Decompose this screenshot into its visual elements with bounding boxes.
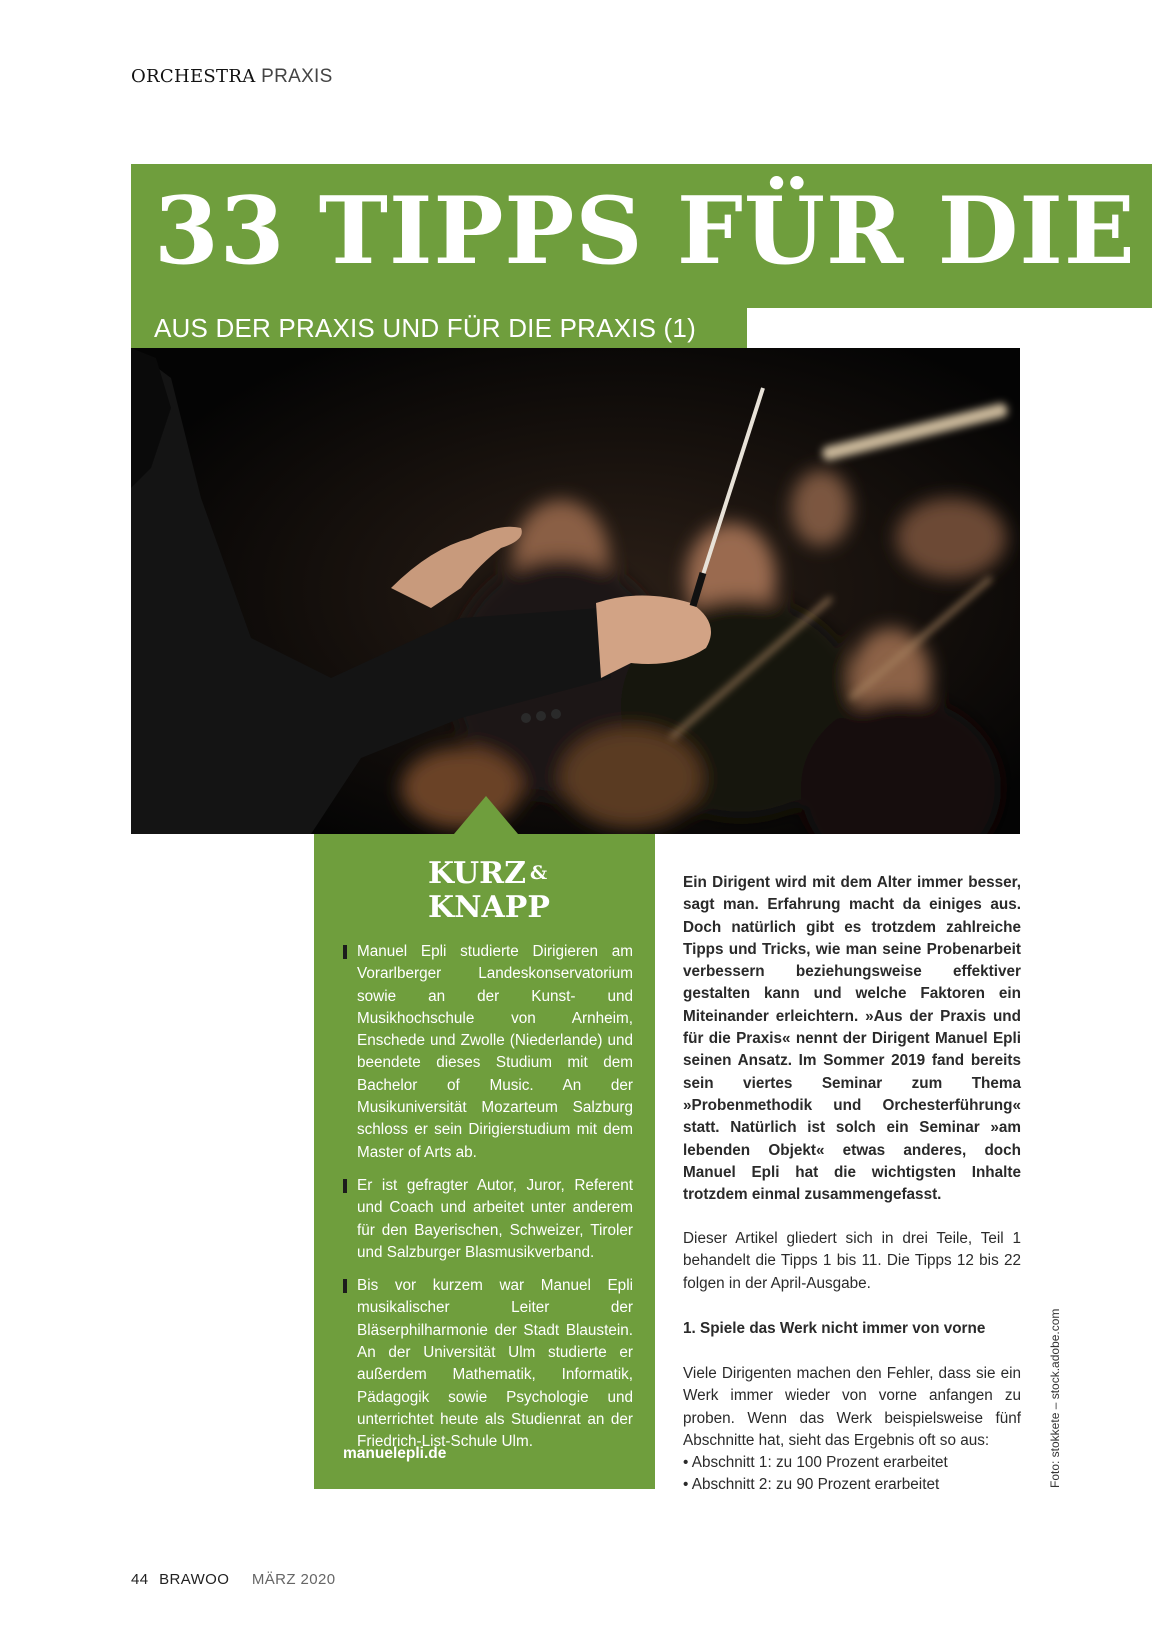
bullet-icon [343,945,347,959]
tip-list-item: • Abschnitt 2: zu 90 Prozent erarbeitet [683,1476,940,1494]
tip-heading: 1. Spiele das Werk nicht immer von vorne [683,1320,986,1337]
article-title: 33 TIPPS FÜR DIE [154,176,1136,285]
infobox-arrow [454,796,518,834]
article-lead: Ein Dirigent wird mit dem Alter immer besser, sagt man. Erfahrung macht da einiges aus. Doch natürlich gibt es trotzdem zahlreiche Tipps und Tricks, wie man seine Probenarbeit verbessern beziehungsweise effektiver gestalten kann und welche Faktoren ein Miteinander erleichtern. »Aus der Praxis und für die Praxis« nennt der Dirigent Manuel Epli seinen Ansatz. Im Sommer 2019 fand bereits sein viertes Seminar zum Thema »Probenmethodik und Orchesterführung« statt. Natürlich ist solch ein Seminar »am lebenden Objekt« etwas anderes, doch Manuel Epli hat die wichtigsten Inhalte trotzdem einmal zusammengefasst. [683,874,1021,1204]
photo-credit: Foto: stokkete – stock.adobe.com [1048,1308,1062,1488]
page-footer [131,1571,335,1588]
issue-date: MÄRZ 2020 [251,1571,336,1588]
article-intro: Dieser Artikel gliedert sich in drei Teile, Teil 1 behandelt die Tipps 1 bis 11. Die Tipps 12 bis 22 folgen in der April-Ausgabe. [683,1230,1021,1292]
tip-list-item: • Abschnitt 1: zu 100 Prozent erarbeitet [683,1454,948,1471]
conductor-photo [131,348,1020,834]
infobox-title-amp: & [530,862,548,884]
section-label-strong: ORCHESTRA [131,66,256,87]
infobox-title-line1: KURZ [428,856,526,891]
infobox-item [343,1175,633,1264]
bullet-icon [343,1179,347,1193]
infobox-item [343,1275,633,1453]
conductor-photo-illustration [131,348,1020,834]
bullet-icon [343,1279,347,1293]
page-number: 44 [131,1571,149,1588]
tip-paragraph: Viele Dirigenten machen den Fehler, dass sie ein Werk immer wieder von vorne anfangen zu proben. Wenn das Werk beispielsweise fünf Abschnitte hat, sieht das Ergebnis oft so aus: [683,1365,1021,1449]
section-label-light: PRAXIS [261,66,333,87]
infobox-list [343,941,633,1465]
article-subtitle: AUS DER PRAXIS UND FÜR DIE PRAXIS (1) [154,313,696,343]
infobox-title-line2: KNAPP [428,890,550,925]
infobox-item-text: Manuel Epli studierte Dirigieren am Vorarlberger Landeskonservatorium sowie an der Kunst- und Musikhochschule von Arnheim, Enschede und Zwolle (Niederlande) und beendete dieses Studium mit dem Bachelor of Music. An der Musikuniversität Mozarteum Salzburg schloss er sein Dirigierstudium mit dem Master of Arts ab. [357,943,633,1161]
infobox-item-text: Er ist gefragter Autor, Juror, Referent und Coach und arbeitet unter anderem für den Bayerischen, Schweizer, Tiroler und Salzburger Blasmusikverband. [357,1176,633,1261]
infobox-item [343,941,633,1164]
section-label [131,66,333,88]
infobox-kurz-knapp [314,834,655,1489]
tip-list [683,1452,1021,1497]
infobox-item-text: Bis vor kurzem war Manuel Epli musikalischer Leiter der Bläserphilharmonie der Stadt Blaustein. An der Universität Ulm studierte er außerdem Mathematik, Informatik, Pädagogik sowie Psychologie und unterrichtet heute als Studienrat an der Friedrich-List-Schule Ulm. [357,1277,633,1451]
magazine-name: BRAWOO [159,1571,230,1588]
infobox-title [428,856,550,925]
website-link[interactable]: manuelepli.de [343,1445,447,1462]
